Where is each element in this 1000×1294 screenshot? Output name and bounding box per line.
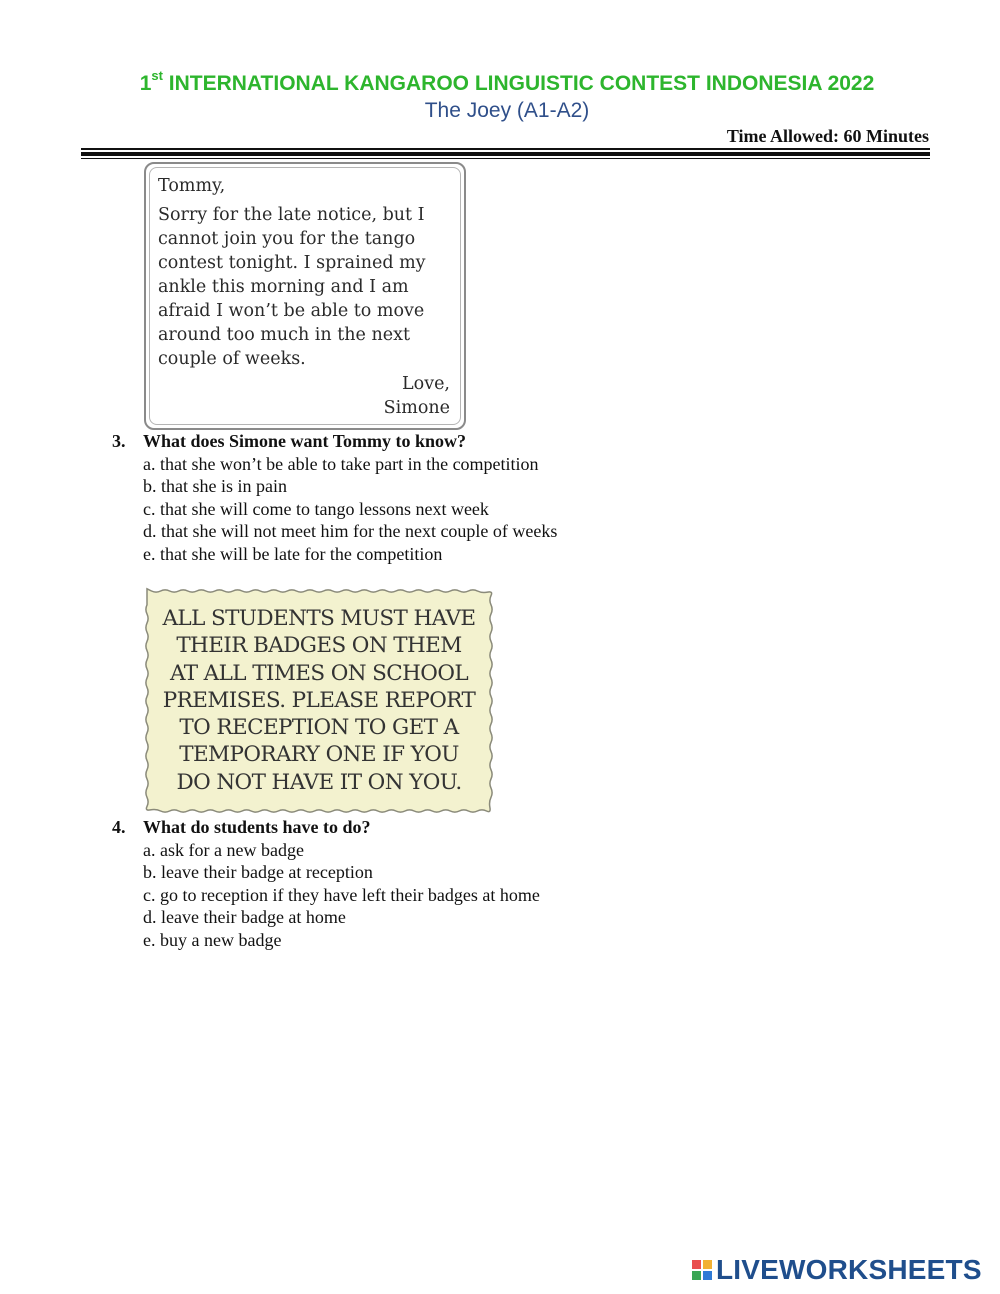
level-subtitle: The Joey (A1-A2) [424,99,590,122]
note-body [158,174,458,371]
header-divider-thin [81,158,930,159]
time-allowed: Time Allowed: 60 Minutes [726,126,929,146]
answer-option[interactable]: d. leave their badge at home [143,907,346,927]
notice-line: ALL STUDENTS MUST HAVE [162,606,476,631]
note-line: around too much in the next [158,325,410,345]
note-signature: Simone [383,398,450,418]
question-4 [112,816,540,951]
question-text: What does Simone want Tommy to know? [143,431,467,451]
notice-text [143,605,495,796]
question-stem [112,430,557,453]
logo-square [703,1271,712,1280]
logo-text: LIVEWORKSHEETS [716,1254,982,1285]
notice-line: TEMPORARY ONE IF YOU [179,742,459,768]
answer-option[interactable]: c. that she will come to tango lessons next week [143,498,489,519]
header-divider [81,148,930,150]
question-number: 3. [112,431,126,451]
contest-title: 1st INTERNATIONAL KANGAROO LINGUISTIC CONTEST INDONESIA 2022 [139,68,875,95]
answer-options [143,453,557,566]
note-line: ankle this morning and I am [158,277,409,297]
answer-option[interactable]: a. that she won’t be able to take part in the competition [143,453,539,474]
notice-sign [143,587,495,815]
header-divider-thick [81,152,930,156]
note-line: cannot join you for the tango [158,229,416,249]
notice-line: THEIR BADGES ON THEM [176,633,462,659]
note-line: contest tonight. I sprained my [158,253,426,273]
note-greeting: Tommy, [158,176,226,196]
logo-square [692,1271,701,1280]
question-stem [112,816,540,839]
logo-square [692,1260,701,1269]
note-signoff [384,372,450,420]
question-number: 4. [112,817,126,837]
answer-option[interactable]: b. leave their badge at reception [143,862,373,882]
answer-option[interactable]: a. ask for a new badge [143,839,304,860]
answer-option[interactable]: c. go to reception if they have left their badges at home [143,884,540,905]
note-closing: Love, [402,374,450,394]
note-line: couple of weeks. [158,349,306,369]
note-line: afraid I won’t be able to move [158,301,425,321]
question-3 [112,430,557,565]
answer-option[interactable]: b. that she is in pain [143,476,287,496]
logo-square [703,1260,712,1269]
notice-line: DO NOT HAVE IT ON YOU. [176,769,462,795]
logo-mark-icon [692,1260,712,1280]
note-line: Sorry for the late notice, but I [158,205,425,225]
notice-line: TO RECEPTION TO GET A [179,715,459,741]
answer-option[interactable]: d. that she will not meet him for the next couple of weeks [143,521,558,541]
note-card [144,162,466,430]
answer-option[interactable]: e. buy a new badge [143,929,282,950]
liveworksheets-logo[interactable] [692,1256,982,1284]
notice-line: AT ALL TIMES ON SCHOOL [169,660,469,686]
answer-option[interactable]: e. that she will be late for the competition [143,543,443,564]
question-text: What do students have to do? [143,817,371,837]
answer-options [143,839,540,952]
notice-line: PREMISES. PLEASE REPORT [162,687,476,713]
